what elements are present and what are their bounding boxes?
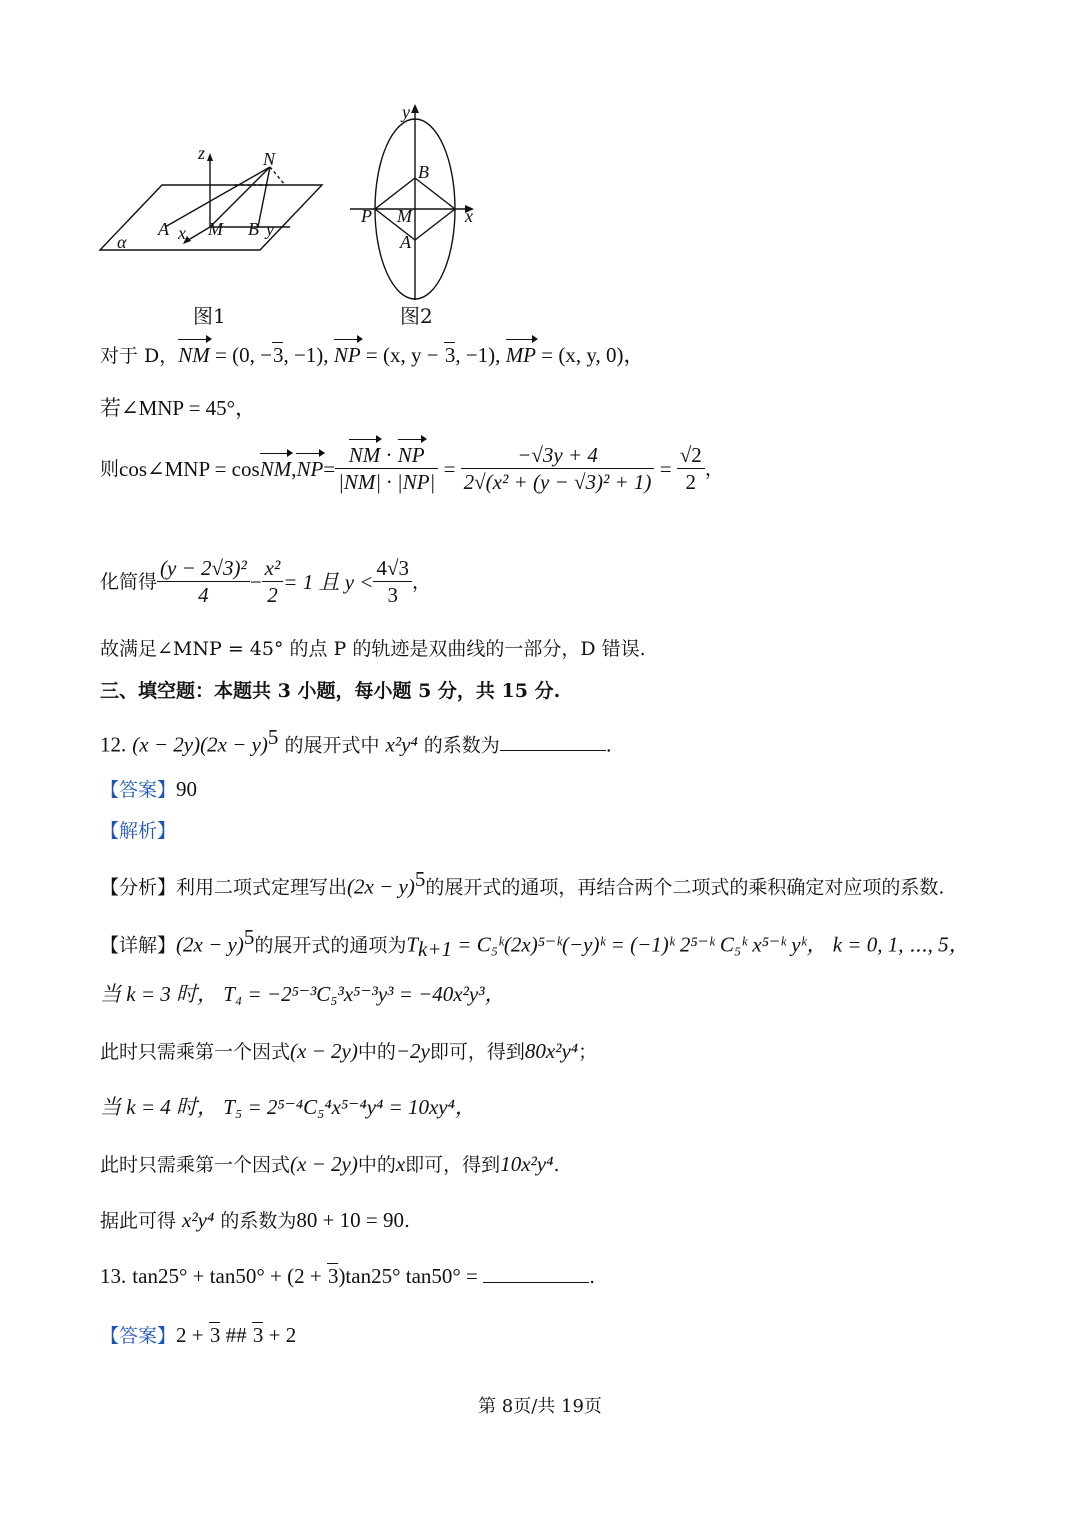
plane-alpha — [100, 185, 322, 250]
line-simplified: 化简得 $\frac{\text{(y − 2√3)²}}{4}$ − $\frac{\text{x²}}{2}$ = 1 且 y < $\frac{4√3}{3}$ ， — [100, 556, 432, 607]
answer-blank — [500, 732, 606, 751]
label-x: x — [465, 206, 473, 226]
segment-BN — [258, 167, 270, 227]
figure-1 — [95, 135, 335, 260]
q12-answer: 【答案】90 — [100, 777, 198, 801]
label-P: P — [361, 206, 372, 226]
cos-fraction-3: $\frac{√2}{2}$ — [677, 442, 705, 495]
label-x: x — [178, 223, 186, 243]
figure-2 — [345, 100, 485, 305]
q12-conclusion: 据此可得 x²y⁴ 的系数为80 + 10 = 90. — [100, 1208, 411, 1232]
answer-blank — [483, 1264, 589, 1283]
line-d-vectors: 对于 D，NM = (0, −3, −1), NP = (x, y − 3, −1), MP = (x, y, 0)， — [100, 343, 645, 367]
cos-fraction-2: $\frac{-√3y + 4}{\text{2√(x² + (y − √3)² + 1)}}$ — [461, 442, 655, 495]
q13-answer: 【答案】2 + 3 ## 3 + 2 — [100, 1323, 297, 1347]
label-y: y — [266, 219, 274, 239]
simplified-fraction-2: $\frac{\text{x²}}{2}$ — [262, 555, 284, 608]
label-z: z — [198, 143, 206, 163]
section-3-title: 三、填空题：本题共 3 小题，每小题 5 分，共 15 分. — [100, 680, 561, 702]
q12-detail: 【详解】$(2x - y)^5$的展开式的通项为$T_{k+1}$ = C₅ᵏ(2x)⁵⁻ᵏ(−y)ᵏ = (−1)ᵏ 2⁵⁻ᵏ C₅ᵏ x⁵⁻ᵏ yᵏ， k = 0, 1, ⋯, 5， — [100, 925, 970, 962]
y-arrow-icon — [411, 104, 419, 113]
q12-jiexi-tag: 【解析】 — [100, 820, 177, 842]
label-A: A — [400, 232, 411, 252]
page-number: 第 8页/共 19页 — [478, 1396, 602, 1417]
simplified-fraction-3: $\frac{4√3}{3}$ — [373, 555, 412, 608]
cos-fraction-1: $\frac{NM \cdot NP}{|NM| \cdot |NP|}$ — [335, 442, 438, 495]
figure-2-caption: 图2 — [400, 304, 433, 328]
label-N: N — [263, 149, 276, 169]
label-M: M — [397, 206, 412, 226]
question-13: 13. tan25° + tan50° + (2 + 3)tan25° tan50° = . — [100, 1264, 596, 1288]
hidden-edge — [270, 167, 285, 185]
q12-step-k4: 当 k = 4 时， T₅ = 2⁵⁻⁴C₅⁴x⁵⁻⁴y⁴ = 10xy⁴， — [100, 1095, 476, 1119]
q12-step-multiply-2: 此时只需乘第一个因式(x − 2y)中的x即可，得到10x²y⁴. — [100, 1152, 560, 1176]
q12-step-k3: 当 k = 3 时， T₄ = −2⁵⁻³C₅³x⁵⁻³y³ = −40x²y³， — [100, 982, 506, 1006]
label-alpha: α — [117, 232, 127, 252]
segment-MN — [210, 167, 270, 227]
label-M: M — [208, 219, 223, 239]
z-arrow-icon — [207, 153, 213, 161]
q12-analysis: 【分析】利用二项式定理写出$(2x - y)^5$的展开式的通项，再结合两个二项式的乘积确定对应项的系数. — [100, 867, 945, 899]
line-conclusion-d: 故满足∠MNP = 45° 的点 P 的轨迹是双曲线的一部分，D 错误. — [100, 638, 646, 660]
label-B: B — [248, 219, 259, 239]
figure-1-caption: 图1 — [193, 304, 226, 328]
line-angle-condition: 若∠MNP = 45°， — [100, 396, 257, 420]
label-y: y — [402, 102, 410, 122]
line-cosine: 则 cos∠MNP = cos NM , NP = $\frac{NM \cdot NP}{|NM| \cdot |NP|}$ = $\frac{-√3y + 4}{\text{2√(x² + (y − √3)² + 1)}}$ = $\frac{√2}{2}$ ， — [100, 443, 724, 494]
label-B: B — [418, 162, 429, 182]
label-A: A — [158, 219, 169, 239]
simplified-fraction-1: $\frac{\text{(y − 2√3)²}}{4}$ — [157, 555, 250, 608]
segment-AN — [165, 167, 270, 227]
question-12: 12. $(x - 2y)(2x - y)^5$ 的展开式中 x²y⁴ 的系数为 . — [100, 725, 612, 757]
q12-step-multiply-1: 此时只需乘第一个因式(x − 2y)中的−2y即可，得到80x²y⁴； — [100, 1039, 598, 1063]
